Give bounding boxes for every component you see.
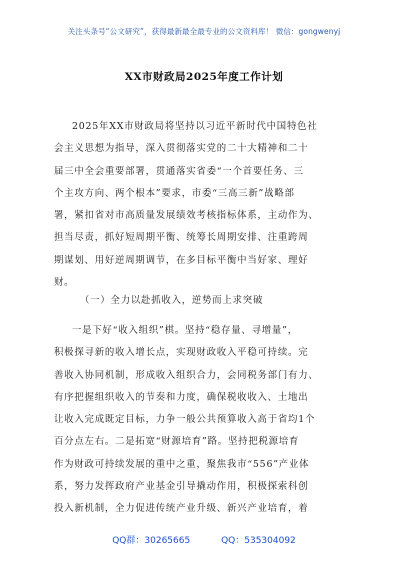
paragraph-line: 善收入协同机制，形成收入组织合力，会同税务部门有力、 <box>54 369 319 381</box>
paragraph-intro <box>54 116 354 294</box>
paragraph-line: 署，紧扣省对市高质量发展绩效考核指标体系，主动作为、 <box>54 210 319 222</box>
qq-group-number: QQ群：30265665 <box>112 536 191 546</box>
paragraph-line: 百分点左右。二是拓宽“财源培育”路。坚持把税源培育 <box>54 436 300 448</box>
footer-banner <box>0 533 408 546</box>
paragraph-line: 届三中全会重要部署，贯通落实省委“一个首要任务、三 <box>54 165 304 177</box>
qq-number: QQ：535304092 <box>221 536 296 546</box>
paragraph-revenue <box>54 320 354 521</box>
top-banner: 关注头条号“公文研究”，获得最新最全最专业的公文资料库！ 微信：gongwenyj <box>67 27 341 36</box>
paragraph-line: 财。 <box>54 277 75 289</box>
paragraph-line: 担当尽责，抓好短周期平衡、统筹长周期安排、注重跨周 <box>54 232 309 244</box>
document-title: XX市财政局2025年度工作计划 <box>124 71 284 83</box>
paragraph-line: 积极探寻新的收入增长点，实现财政收入平稳可持续。完 <box>54 347 309 359</box>
paragraph-line: 系，努力发挥政府产业基金引导撬动作用，积极探索科创 <box>54 481 309 493</box>
paragraph-line: 投入新机制，全力促进传统产业升级、新兴产业培育，着 <box>54 503 309 515</box>
paragraph-line: 个主攻方向、两个根本”要求，市委“三高三新”战略部 <box>54 187 295 199</box>
paragraph-line: 让收入完成既定目标，力争一般公共预算收入高于省均1个 <box>54 414 316 426</box>
paragraph-line: 2025年XX市财政局将坚持以习近平新时代中国特色社 <box>72 121 318 132</box>
paragraph-line: 期谋划、用好逆周期调节，在多目标平衡中当好家、理好 <box>54 254 309 266</box>
paragraph-line: 有序把握组织收入的节奏和力度，确保税收收入、土地出 <box>54 391 309 403</box>
paragraph-line: 作为财政可持续发展的重中之重，聚焦我市“556”产业体 <box>54 458 310 470</box>
paragraph-line: 一是下好“收入组织”棋。坚持“稳存量、寻增量”， <box>72 325 298 336</box>
section-heading: （一）全力以赴抓收入，逆势而上求突破 <box>80 295 264 306</box>
paragraph-line: 会主义思想为指导，深入贯彻落实党的二十大精神和二十 <box>54 143 309 155</box>
